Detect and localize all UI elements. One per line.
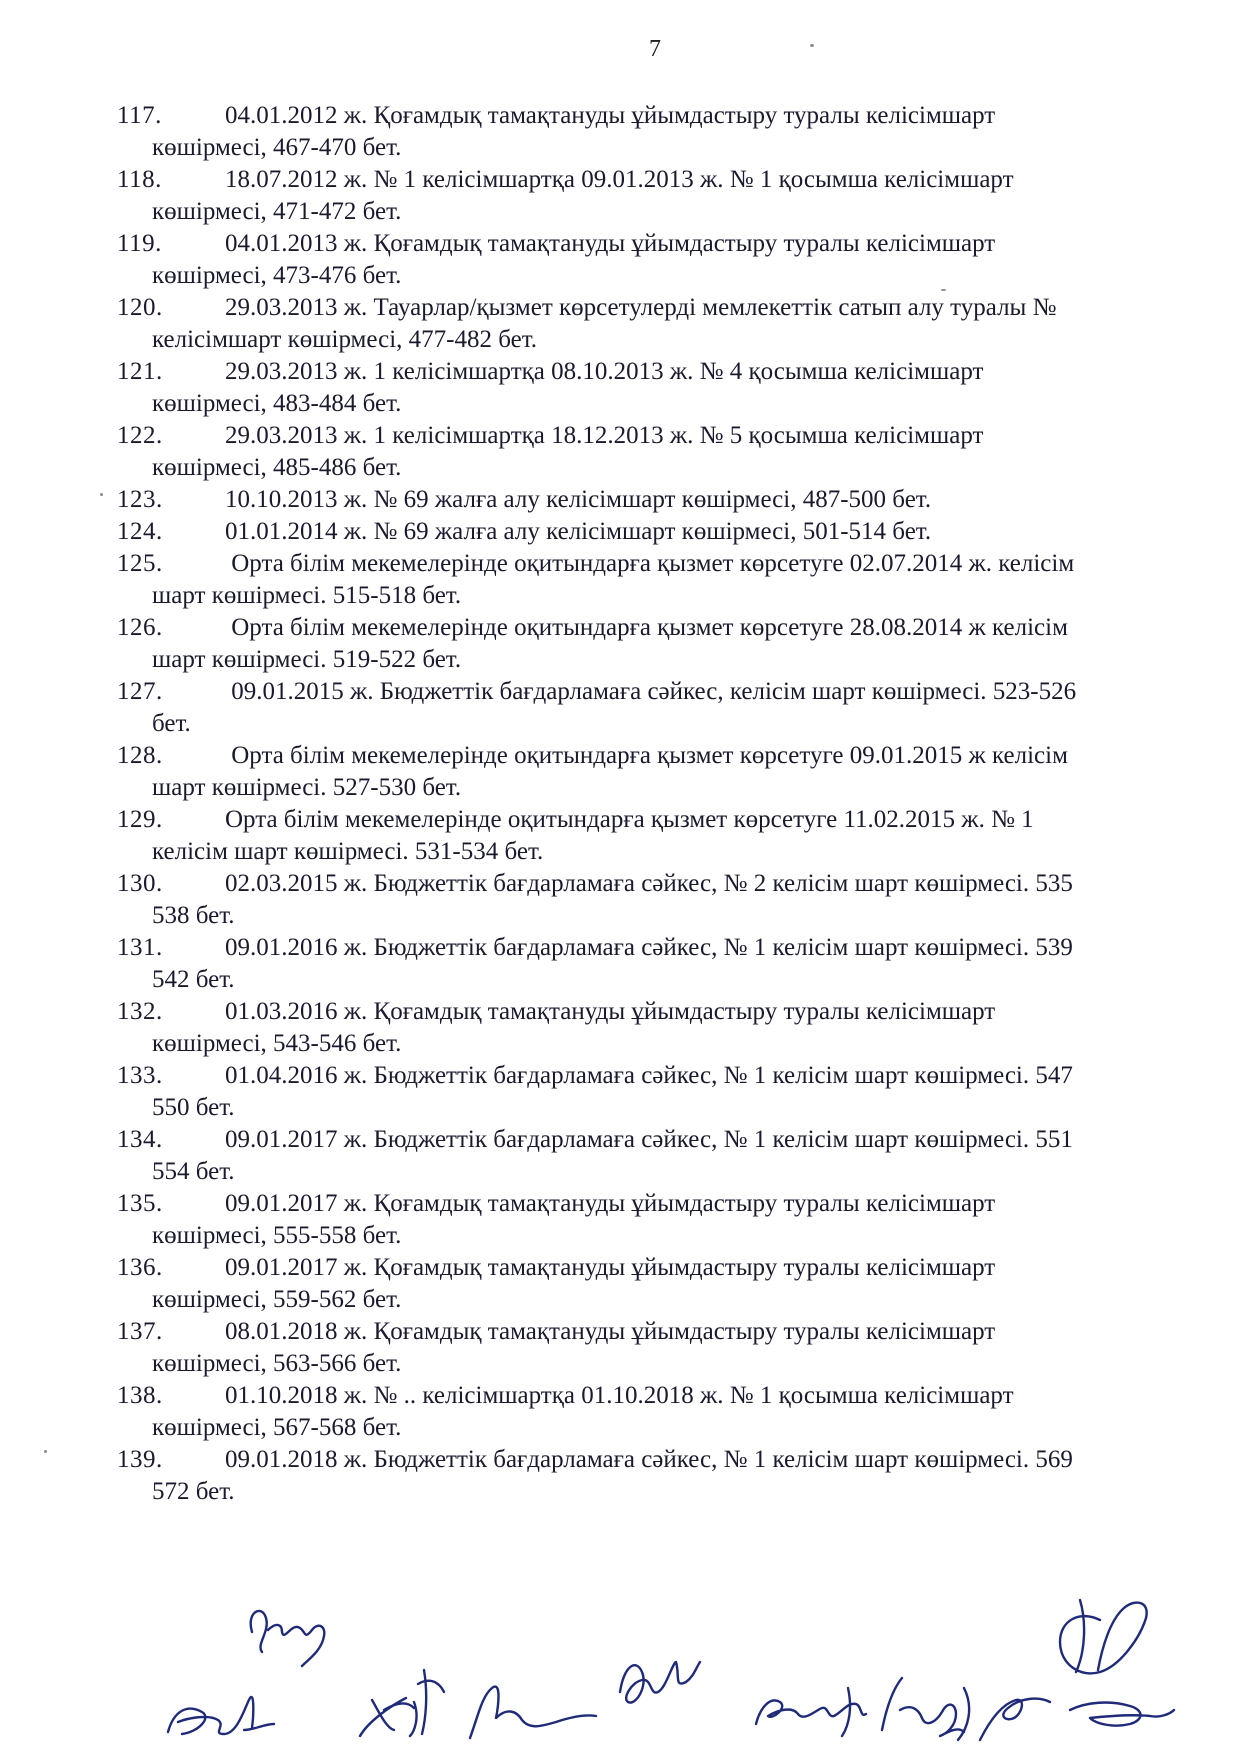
entry-continuation: 572 бет. <box>152 1478 235 1505</box>
entry-number: 121. <box>117 358 163 385</box>
entry-continuation: көшірмесі, 543-546 бет. <box>152 1030 402 1057</box>
entry-number: 124. <box>117 518 163 545</box>
entry-number: 126. <box>117 614 163 641</box>
list-item <box>117 1060 1240 1124</box>
entry-number: 130. <box>117 870 163 897</box>
entry-first-line <box>117 100 1240 132</box>
entry-first-line <box>117 516 1240 548</box>
entry-text: 18.07.2012 ж. № 1 келісімшартқа 09.01.2013 ж. № 1 қосымша келісімшарт <box>225 166 1014 193</box>
entry-first-line <box>117 612 1240 644</box>
entry-text: 09.01.2018 ж. Бюджеттік бағдарламаға сәйкес, № 1 келісім шарт көшірмесі. 569 <box>225 1446 1073 1473</box>
scan-speck <box>100 493 103 496</box>
entry-first-line <box>117 292 1240 324</box>
signature-6 <box>756 1688 866 1736</box>
entry-first-line <box>117 868 1240 900</box>
list-item <box>117 932 1240 996</box>
entry-number: 137. <box>117 1318 163 1345</box>
entry-text: Орта білім мекемелерінде оқитындарға қызмет көрсетуге 11.02.2015 ж. № 1 <box>225 806 1034 833</box>
entry-first-line <box>117 1380 1240 1412</box>
entry-number: 135. <box>117 1190 163 1217</box>
signatures-area <box>0 1560 1240 1753</box>
signature-8 <box>1060 1600 1174 1726</box>
entry-continuation: көшірмесі, 559-562 бет. <box>152 1286 402 1313</box>
entry-first-line <box>117 932 1240 964</box>
entry-first-line <box>117 1444 1240 1476</box>
entry-number: 117. <box>117 102 162 129</box>
entry-number: 132. <box>117 998 163 1025</box>
signature-7 <box>882 1678 969 1740</box>
list-item <box>117 484 1240 516</box>
list-item <box>117 1380 1240 1444</box>
entry-first-line <box>117 996 1240 1028</box>
entry-text: 09.01.2015 ж. Бюджеттік бағдарламаға сәйкес, келісім шарт көшірмесі. 523-526 <box>225 678 1077 705</box>
entry-number: 131. <box>117 934 163 961</box>
scan-speck <box>941 289 946 291</box>
list-item <box>117 228 1240 292</box>
list-item <box>117 1252 1240 1316</box>
entry-number: 134. <box>117 1126 163 1153</box>
entry-continuation: келісімшарт көшірмесі, 477-482 бет. <box>152 326 537 353</box>
list-item <box>117 676 1240 740</box>
entry-text: 01.10.2018 ж. № .. келісімшартқа 01.10.2018 ж. № 1 қосымша келісімшарт <box>225 1382 1014 1409</box>
list-item <box>117 804 1240 868</box>
entry-text: 09.01.2016 ж. Бюджеттік бағдарламаға сәйкес, № 1 келісім шарт көшірмесі. 539 <box>225 934 1073 961</box>
list-item <box>117 1124 1240 1188</box>
list-item <box>117 1444 1240 1508</box>
signature-9 <box>980 1699 1050 1740</box>
list-item <box>117 420 1240 484</box>
entry-text: 09.01.2017 ж. Бюджеттік бағдарламаға сәйкес, № 1 келісім шарт көшірмесі. 551 <box>225 1126 1073 1153</box>
entry-first-line <box>117 1060 1240 1092</box>
entry-continuation: шарт көшірмесі. 527-530 бет. <box>152 774 462 801</box>
entry-text: 09.01.2017 ж. Қоғамдық тамақтануды ұйымдастыру туралы келісімшарт <box>225 1190 996 1217</box>
entry-text: 10.10.2013 ж. № 69 жалға алу келісімшарт көшірмесі, 487-500 бет. <box>225 486 932 513</box>
entry-continuation: көшірмесі, 485-486 бет. <box>152 454 402 481</box>
signature-1 <box>251 1611 325 1666</box>
entry-text: 01.04.2016 ж. Бюджеттік бағдарламаға сәйкес, № 1 келісім шарт көшірмесі. 547 <box>225 1062 1073 1089</box>
entry-number: 138. <box>117 1382 163 1409</box>
entry-number: 122. <box>117 422 163 449</box>
entry-first-line <box>117 484 1240 516</box>
entry-text: 08.01.2018 ж. Қоғамдық тамақтануды ұйымдастыру туралы келісімшарт <box>225 1318 996 1345</box>
entry-number: 119. <box>117 230 162 257</box>
entry-number: 120. <box>117 294 163 321</box>
list-item <box>117 100 1240 164</box>
entry-number: 118. <box>117 166 162 193</box>
handwritten-signatures <box>0 1560 1240 1753</box>
signature-5 <box>620 1662 700 1703</box>
document-list <box>117 100 1240 1508</box>
entry-text: 29.03.2013 ж. 1 келісімшартқа 08.10.2013 ж. № 4 қосымша келісімшарт <box>225 358 984 385</box>
entry-text: Орта білім мекемелерінде оқитындарға қызмет көрсетуге 09.01.2015 ж келісім <box>225 742 1068 769</box>
entry-continuation: 554 бет. <box>152 1158 235 1185</box>
scan-speck <box>44 1450 47 1453</box>
entry-first-line <box>117 1188 1240 1220</box>
list-item <box>117 1188 1240 1252</box>
entry-first-line <box>117 228 1240 260</box>
entry-continuation: 542 бет. <box>152 966 235 993</box>
entry-continuation: көшірмесі, 471-472 бет. <box>152 198 402 225</box>
entry-text: 02.03.2015 ж. Бюджеттік бағдарламаға сәйкес, № 2 келісім шарт көшірмесі. 535 <box>225 870 1073 897</box>
entry-continuation: 538 бет. <box>152 902 235 929</box>
signature-4 <box>470 1687 596 1738</box>
entry-first-line <box>117 676 1240 708</box>
entry-continuation: 550 бет. <box>152 1094 235 1121</box>
entry-continuation: көшірмесі, 555-558 бет. <box>152 1222 402 1249</box>
entry-first-line <box>117 1252 1240 1284</box>
entry-first-line <box>117 548 1240 580</box>
entry-continuation: көшірмесі, 483-484 бет. <box>152 390 402 417</box>
entry-number: 139. <box>117 1446 163 1473</box>
entry-number: 136. <box>117 1254 163 1281</box>
entry-text: 29.03.2013 ж. 1 келісімшартқа 18.12.2013 ж. № 5 қосымша келісімшарт <box>225 422 984 449</box>
entry-first-line <box>117 1124 1240 1156</box>
entry-first-line <box>117 804 1240 836</box>
entry-text: 09.01.2017 ж. Қоғамдық тамақтануды ұйымдастыру туралы келісімшарт <box>225 1254 996 1281</box>
list-item <box>117 164 1240 228</box>
entry-number: 128. <box>117 742 163 769</box>
entry-first-line <box>117 1316 1240 1348</box>
entry-first-line <box>117 740 1240 772</box>
entry-first-line <box>117 356 1240 388</box>
entry-text: 04.01.2013 ж. Қоғамдық тамақтануды ұйымдастыру туралы келісімшарт <box>225 230 996 257</box>
list-item <box>117 548 1240 612</box>
entry-text: 04.01.2012 ж. Қоғамдық тамақтануды ұйымдастыру туралы келісімшарт <box>225 102 996 129</box>
entry-text: 29.03.2013 ж. Тауарлар/қызмет көрсетулерді мемлекеттік сатып алу туралы № <box>225 294 1057 321</box>
entry-continuation: көшірмесі, 467-470 бет. <box>152 134 402 161</box>
entry-continuation: бет. <box>152 710 191 737</box>
list-item <box>117 516 1240 548</box>
entry-text: 01.03.2016 ж. Қоғамдық тамақтануды ұйымдастыру туралы келісімшарт <box>225 998 996 1025</box>
entry-continuation: көшірмесі, 567-568 бет. <box>152 1414 402 1441</box>
entry-continuation: көшірмесі, 563-566 бет. <box>152 1350 402 1377</box>
entry-text: Орта білім мекемелерінде оқитындарға қызмет көрсетуге 02.07.2014 ж. келісім <box>225 550 1075 577</box>
entry-continuation: келісім шарт көшірмесі. 531-534 бет. <box>152 838 544 865</box>
page-number: 7 <box>649 36 661 62</box>
entry-text: Орта білім мекемелерінде оқитындарға қызмет көрсетуге 28.08.2014 ж келісім <box>225 614 1068 641</box>
signature-2 <box>168 1697 274 1734</box>
entry-number: 133. <box>117 1062 163 1089</box>
entry-number: 129. <box>117 806 163 833</box>
list-item <box>117 612 1240 676</box>
list-item <box>117 740 1240 804</box>
entry-first-line <box>117 420 1240 452</box>
list-item <box>117 1316 1240 1380</box>
entry-text: 01.01.2014 ж. № 69 жалға алу келісімшарт көшірмесі, 501-514 бет. <box>225 518 932 545</box>
list-item <box>117 996 1240 1060</box>
list-item <box>117 868 1240 932</box>
entry-continuation: көшірмесі, 473-476 бет. <box>152 262 402 289</box>
entry-number: 127. <box>117 678 163 705</box>
entry-number: 123. <box>117 486 163 513</box>
list-item <box>117 356 1240 420</box>
entry-first-line <box>117 164 1240 196</box>
entry-continuation: шарт көшірмесі. 519-522 бет. <box>152 646 462 673</box>
list-item <box>117 292 1240 356</box>
signature-3 <box>360 1670 444 1736</box>
entry-number: 125. <box>117 550 163 577</box>
entry-continuation: шарт көшірмесі. 515-518 бет. <box>152 582 462 609</box>
scan-speck <box>810 44 814 47</box>
